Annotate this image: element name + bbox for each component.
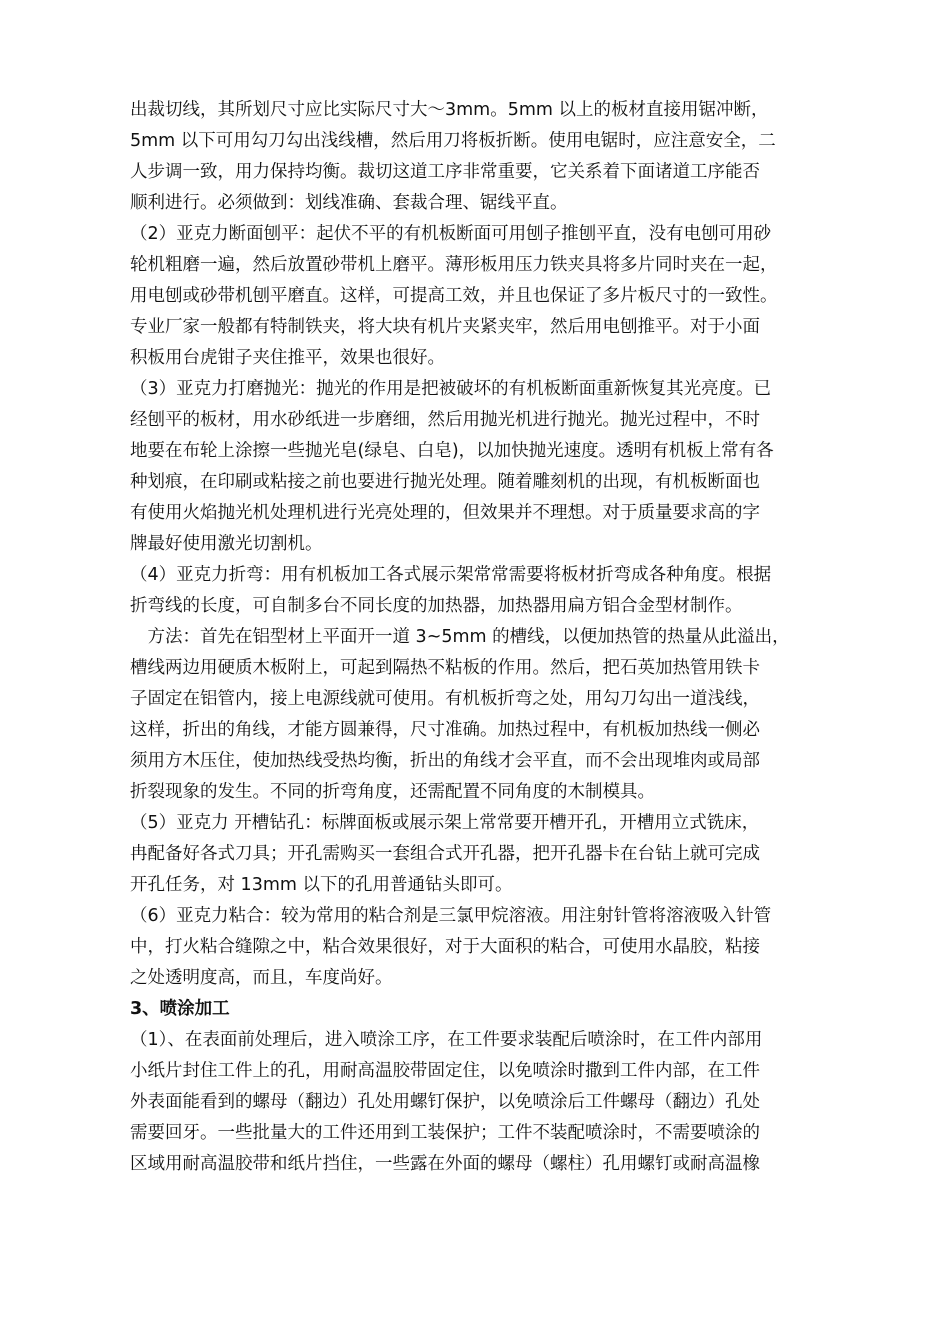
text-line: （3）亚克力打磨抛光：抛光的作用是把被破坏的有机板断面重新恢复其光亮度。已	[130, 379, 772, 399]
text-line: 之处透明度高，而且，车度尚好。	[130, 968, 393, 988]
text-line: （6）亚克力粘合：较为常用的粘合剂是三氯甲烷溶液。用注射针管将溶液吸入针管	[130, 906, 772, 926]
text-line: 冉配备好各式刀具；开孔需购买一套组合式开孔器，把开孔器卡在台钻上就可完成	[130, 844, 760, 864]
text-line: （2）亚克力断面刨平：起伏不平的有机板断面可用刨子推刨平直，没有电刨可用砂	[130, 224, 772, 244]
text-line: 牌最好使用激光切割机。	[130, 534, 323, 554]
text-line: 地要在布轮上涂擦一些抛光皂(绿皂、白皂)，以加快抛光速度。透明有机板上常有各	[130, 441, 774, 461]
section-heading: 3、喷涂加工	[130, 999, 230, 1019]
text-line: 开孔任务，对 13mm 以下的孔用普通钻头即可。	[130, 875, 513, 895]
text-line: 这样，折出的角线，才能方圆兼得，尺寸准确。加热过程中，有机板加热线一侧必	[130, 720, 760, 740]
text-line: 出裁切线，其所划尺寸应比实际尺寸大～3mm。5mm 以上的板材直接用锯冲断，	[130, 100, 769, 120]
text-line: 须用方木压住，使加热线受热均衡，折出的角线才会平直，而不会出现堆肉或局部	[130, 751, 760, 771]
text-line: 轮机粗磨一遍，然后放置砂带机上磨平。薄形板用压力铁夹具将多片同时夹在一起，	[130, 255, 778, 275]
text-line: （5）亚克力 开槽钻孔：标牌面板或展示架上常常要开槽开孔，开槽用立式铣床，	[130, 813, 760, 833]
text-line: 经刨平的板材，用水砂纸进一步磨细，然后用抛光机进行抛光。抛光过程中，不时	[130, 410, 760, 430]
text-line: 子固定在铝管内，接上电源线就可使用。有机板折弯之处，用勾刀勾出一道浅线，	[130, 689, 760, 709]
text-line: 5mm 以下可用勾刀勾出浅线槽，然后用刀将板折断。使用电锯时，应注意安全，二	[130, 131, 776, 151]
text-line: 中，打火粘合缝隙之中，粘合效果很好，对于大面积的粘合，可使用水晶胶，粘接	[130, 937, 760, 957]
text-line: 种划痕，在印刷或粘接之前也要进行抛光处理。随着雕刻机的出现，有机板断面也	[130, 472, 760, 492]
text-line: 折弯线的长度，可自制多台不同长度的加热器，加热器用扁方铝合金型材制作。	[130, 596, 743, 616]
text-line: 专业厂家一般都有特制铁夹，将大块有机片夹紧夹牢，然后用电刨推平。对于小面	[130, 317, 760, 337]
text-line: 人步调一致，用力保持均衡。裁切这道工序非常重要，它关系着下面诸道工序能否	[130, 162, 760, 182]
text-line: 方法：首先在铝型材上平面开一道 3~5mm 的槽线，以便加热管的热量从此溢出，	[130, 627, 790, 647]
text-line: 槽线两边用硬质木板附上，可起到隔热不粘板的作用。然后，把石英加热管用铁卡	[130, 658, 760, 678]
text-line: 用电刨或砂带机刨平磨直。这样，可提高工效，并且也保证了多片板尺寸的一致性。	[130, 286, 778, 306]
text-line: 折裂现象的发生。不同的折弯角度，还需配置不同角度的木制模具。	[130, 782, 655, 802]
text-line: 有使用火焰抛光机处理机进行光亮处理的，但效果并不理想。对于质量要求高的字	[130, 503, 760, 523]
text-line: （1）、在表面前处理后，进入喷涂工序，在工件要求装配后喷涂时，在工件内部用	[130, 1030, 763, 1050]
text-line: （4）亚克力折弯：用有机板加工各式展示架常常需要将板材折弯成各种角度。根据	[130, 565, 772, 585]
text-line: 顺利进行。必须做到：划线准确、套裁合理、锯线平直。	[130, 193, 568, 213]
text-line: 外表面能看到的螺母（翻边）孔处用螺钉保护，以免喷涂后工件螺母（翻边）孔处	[130, 1092, 760, 1112]
document-body	[130, 95, 832, 1180]
text-line: 需要回牙。一些批量大的工件还用到工装保护；工件不装配喷涂时，不需要喷涂的	[130, 1123, 760, 1143]
text-line: 区域用耐高温胶带和纸片挡住，一些露在外面的螺母（螺柱）孔用螺钉或耐高温橡	[130, 1154, 760, 1174]
text-line: 小纸片封住工件上的孔，用耐高温胶带固定住，以免喷涂时撒到工件内部，在工件	[130, 1061, 760, 1081]
text-line: 积板用台虎钳子夹住推平，效果也很好。	[130, 348, 445, 368]
